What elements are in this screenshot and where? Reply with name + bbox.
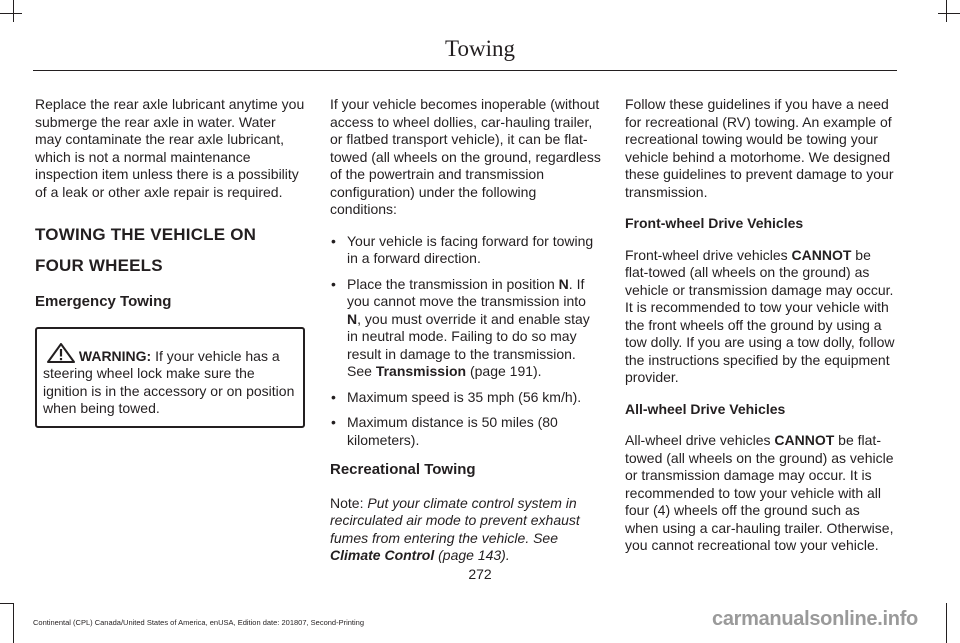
subheading-emergency-towing: Emergency Towing (35, 293, 172, 310)
note-text: Put your climate control system in recirculated air mode to prevent exhaust fumes from entering the vehicle. See (330, 494, 580, 546)
list-item-text: , you must override it and enable stay in neutral mode. Failing to do so may result in damage to the transmission. See (347, 310, 590, 379)
crop-mark-top-left-horizontal (0, 13, 22, 14)
crop-mark-top-right-horizontal (938, 13, 960, 14)
section-heading: TOWING THE VEHICLE ON FOUR WHEELS (35, 225, 257, 275)
conditions-list (330, 233, 602, 450)
paragraph-text: Front-wheel drive vehicles (625, 246, 792, 263)
list-item (330, 276, 602, 381)
list-item: • Maximum distance is 50 miles (80 kilometers). (330, 414, 602, 449)
paragraph-fwd (625, 247, 895, 387)
watermark: carmanualsonline.info (712, 608, 918, 630)
transmission-link[interactable]: Transmission (375, 363, 467, 379)
warning-label: WARNING: (78, 347, 152, 364)
list-item: • Maximum speed is 35 mph (56 km/h). (330, 389, 602, 407)
warning-box (35, 327, 305, 428)
note-label: Note: (330, 494, 364, 511)
gear-position-n: N (558, 275, 569, 292)
page-reference: (page 143). (434, 547, 510, 563)
paragraph-flat-tow-intro: If your vehicle becomes inoperable (without access to wheel dollies, car-hauling trailer, or flatbed transport vehicle), it can be flat-towed (all wheels on the ground, regardless of the powertrain and transmission configuration) under the following conditions: (330, 96, 601, 217)
crop-mark-bottom-right-vertical (946, 603, 947, 643)
crop-mark-top-left-vertical (13, 0, 14, 22)
paragraph-text: be flat-towed (all wheels on the ground) as vehicle or transmission damage may occur. It is recommended to tow your vehicle with the front wheels off the ground by using a tow dolly. If you are using a tow dolly, follow the instructions specified by the equipment provider. (625, 246, 895, 385)
warning-text: If your vehicle has a steering wheel lock make sure the ignition is in the accessory or on position when being towed. (43, 347, 295, 416)
footer-edition-info: Continental (CPL) Canada/United States of America, enUSA, Edition date: 201807, Second-Printing (33, 618, 365, 627)
page-title: Towing (445, 36, 515, 61)
crop-mark-bottom-left-vertical (13, 603, 14, 643)
climate-control-link[interactable]: Climate Control (330, 547, 435, 563)
page-number: 272 (468, 566, 492, 582)
column-middle (330, 96, 602, 579)
paragraph-rv-intro: Follow these guidelines if you have a need for recreational (RV) towing. An example of recreational towing would be towing your vehicle behind a motorhome. We designed these guidelines to prevent damage to your transmission. (625, 96, 894, 200)
paragraph-text: be flat-towed (all wheels on the ground) as vehicle or transmission damage may occur. It is recommended to tow your vehicle with all four (4) wheels off the ground such as when using a car-hauling trailer. Otherwise, you cannot recreational tow your vehicle. (625, 432, 894, 553)
gear-position-n: N (347, 310, 358, 327)
note-paragraph (330, 495, 602, 565)
crop-mark-bottom-left-horizontal (0, 603, 14, 604)
subheading-fwd: Front-wheel Drive Vehicles (625, 215, 804, 231)
header-rule (33, 70, 897, 71)
subheading-awd: All-wheel Drive Vehicles (625, 400, 786, 417)
subheading-recreational-towing: Recreational Towing (330, 461, 476, 478)
crop-mark-top-right-vertical (946, 0, 947, 22)
paragraph-text: All-wheel drive vehicles (625, 432, 775, 448)
emphasis-cannot: CANNOT (774, 432, 835, 448)
list-item-text: Place the transmission in position (347, 275, 559, 292)
column-left (35, 96, 305, 428)
list-item-text: . If you cannot move the transmission into (347, 275, 586, 309)
warning-triangle-icon (47, 343, 75, 363)
paragraph-rear-axle: Replace the rear axle lubricant anytime you submerge the rear axle in water. Water may contaminate the rear axle lubricant, which is not a normal maintenance inspection item unless there is a possibility of a leak or other axle repair is required. (35, 96, 305, 200)
list-item: • Your vehicle is facing forward for towing in a forward direction. (330, 233, 602, 268)
emphasis-cannot: CANNOT (791, 246, 852, 263)
paragraph-awd (625, 432, 895, 555)
column-right (625, 96, 895, 569)
page-reference: (page 191). (466, 363, 542, 379)
